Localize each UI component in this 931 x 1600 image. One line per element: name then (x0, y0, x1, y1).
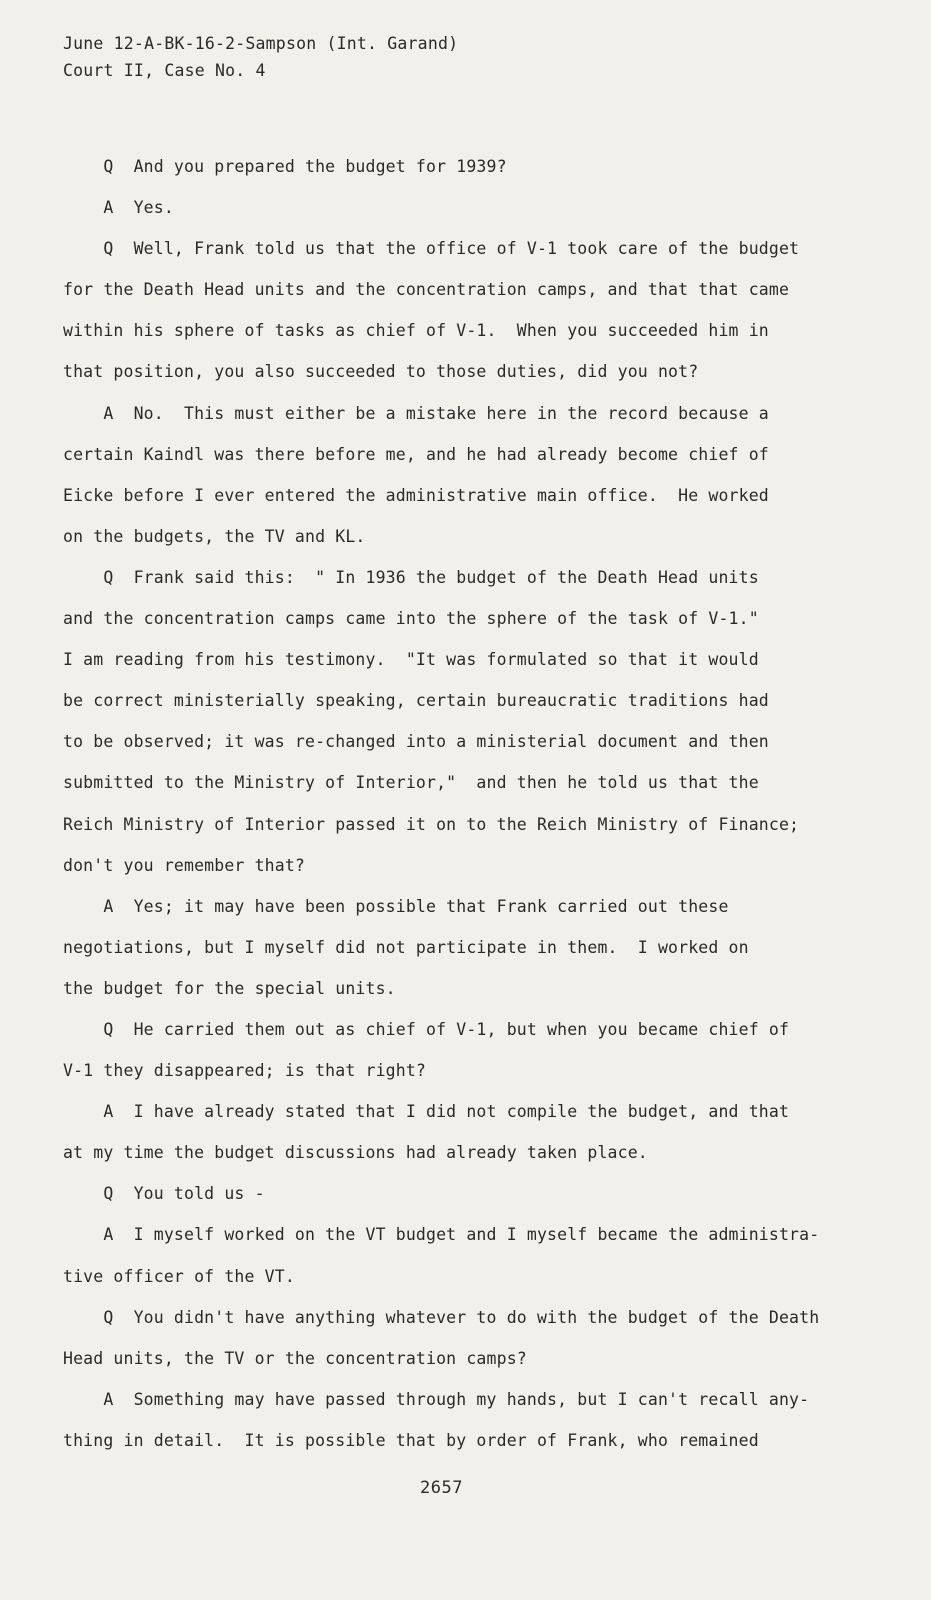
transcript-line: Q You didn't have anything whatever to do with the budget of the Death (63, 1308, 820, 1327)
transcript-line: on the budgets, the TV and KL. (63, 527, 366, 546)
transcript-line: Q Well, Frank told us that the office of V-1 took care of the budget (63, 239, 800, 258)
transcript-line: to be observed; it was re-changed into a ministerial document and then (63, 732, 769, 751)
transcript-line: thing in detail. It is possible that by order of Frank, who remained (63, 1431, 759, 1450)
transcript-line: certain Kaindl was there before me, and he had already become chief of (63, 445, 769, 464)
transcript-line: A Yes; it may have been possible that Frank carried out these (63, 897, 729, 916)
transcript-line: A No. This must either be a mistake here in the record because a (63, 404, 769, 423)
transcript-line: A I have already stated that I did not compile the budget, and that (63, 1102, 790, 1121)
page-number: 2657 (420, 1478, 463, 1498)
transcript-line: A Yes. (63, 198, 174, 217)
transcript-line: A I myself worked on the VT budget and I myself became the administra- (63, 1225, 820, 1244)
transcript-line: that position, you also succeeded to those duties, did you not? (63, 362, 699, 381)
document-header (63, 30, 458, 84)
transcript-line: for the Death Head units and the concentration camps, and that that came (63, 280, 790, 299)
transcript-line: Eicke before I ever entered the administrative main office. He worked (63, 486, 769, 505)
transcript-line: Reich Ministry of Interior passed it on to the Reich Ministry of Finance; (63, 815, 800, 834)
transcript-line: Q He carried them out as chief of V-1, but when you became chief of (63, 1020, 790, 1039)
transcript-line: the budget for the special units. (63, 979, 396, 998)
transcript-line: negotiations, but I myself did not participate in them. I worked on (63, 938, 749, 957)
transcript-line: be correct ministerially speaking, certain bureaucratic traditions had (63, 691, 769, 710)
transcript-line: I am reading from his testimony. "It was formulated so that it would (63, 650, 759, 669)
transcript-line: Q And you prepared the budget for 1939? (63, 157, 507, 176)
transcript-line: V-1 they disappeared; is that right? (63, 1061, 427, 1080)
transcript-line: at my time the budget discussions had already taken place. (63, 1143, 648, 1162)
header-court-case: Court II, Case No. 4 (63, 61, 266, 80)
transcript-line: don't you remember that? (63, 856, 306, 875)
transcript-line: Head units, the TV or the concentration camps? (63, 1349, 527, 1368)
transcript-line: Q You told us - (63, 1184, 265, 1203)
transcript-line: tive officer of the VT. (63, 1267, 295, 1286)
transcript-line: Q Frank said this: " In 1936 the budget of the Death Head units (63, 568, 759, 587)
transcript-line: A Something may have passed through my hands, but I can't recall any- (63, 1390, 810, 1409)
header-case-reference: June 12-A-BK-16-2-Sampson (Int. Garand) (63, 34, 459, 53)
transcript-line: and the concentration camps came into the sphere of the task of V-1." (63, 609, 759, 628)
transcript-line: submitted to the Ministry of Interior," and then he told us that the (63, 773, 759, 792)
transcript-line: within his sphere of tasks as chief of V-1. When you succeeded him in (63, 321, 769, 340)
